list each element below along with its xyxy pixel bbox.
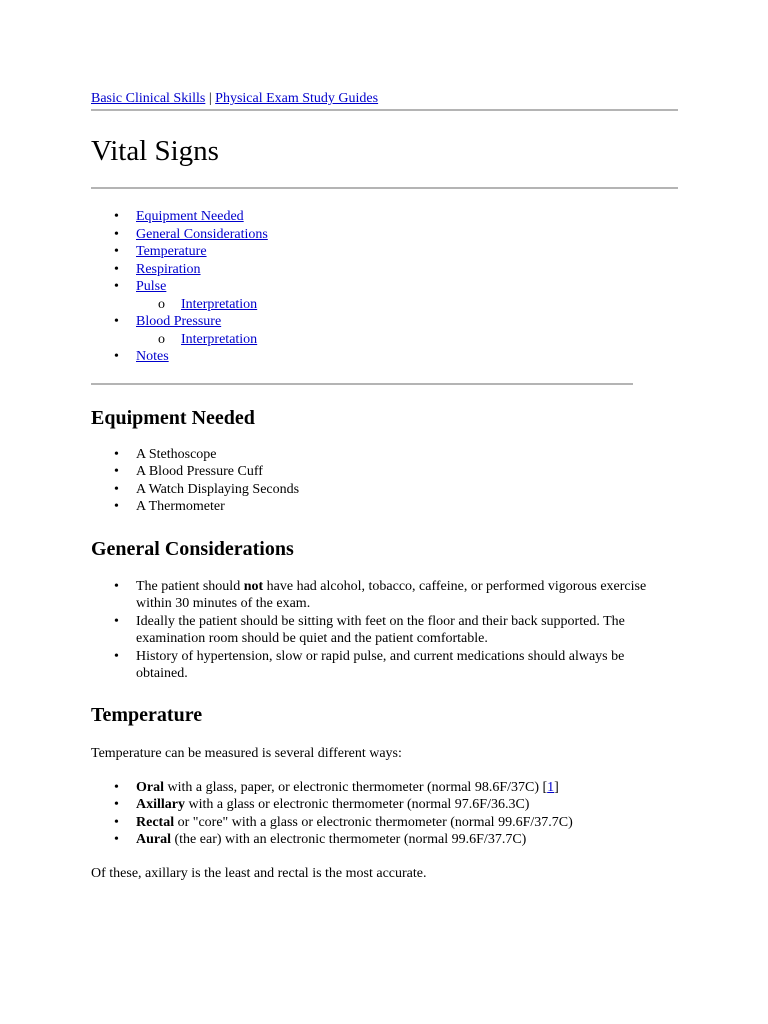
breadcrumb-physical-exam-link[interactable]: Physical Exam Study Guides (215, 91, 379, 106)
toc-divider (91, 383, 633, 385)
list-item: • Ideally the patient should be sitting with feet on the floor and their back supported. The examination room should be quiet and the patient comfortable. (114, 613, 625, 646)
toc-link-equipment[interactable]: Equipment Needed (136, 209, 244, 224)
temperature-list (91, 779, 678, 849)
bullet-icon: • (114, 279, 119, 294)
list-item: • The patient should not have had alcohol, tobacco, caffeine, or performed vigorous exercise within 30 minutes of the exam. (114, 578, 647, 611)
temperature-heading: Temperature (91, 703, 203, 726)
toc-subitem (91, 331, 678, 349)
general-heading: General Considerations (91, 537, 294, 560)
reference-link[interactable]: 1 (547, 779, 555, 795)
bullet-icon: • (114, 464, 119, 479)
list-item: • A Stethoscope (114, 446, 217, 462)
bullet-icon: • (114, 648, 119, 664)
toc-item (91, 208, 678, 226)
circle-bullet-icon: o (158, 296, 165, 312)
toc-link-pulse[interactable]: Pulse (136, 279, 167, 294)
bullet-icon: • (114, 779, 119, 795)
toc-item (91, 278, 678, 296)
toc-item (91, 313, 678, 331)
toc-item (91, 348, 678, 366)
document-body (91, 88, 678, 883)
toc-link-temperature[interactable]: Temperature (136, 244, 207, 259)
toc-subitem (91, 296, 678, 314)
toc-item (91, 261, 678, 279)
title-divider (91, 187, 678, 189)
bullet-icon: • (114, 244, 119, 259)
bullet-icon: • (114, 226, 119, 242)
toc-item (91, 226, 678, 244)
list-item: • History of hypertension, slow or rapid pulse, and current medications should always be obtained. (114, 648, 625, 681)
bullet-icon: • (114, 578, 119, 594)
list-item: • Oral with a glass, paper, or electronic thermometer (normal 98.6F/37C) [1] (114, 779, 559, 795)
bullet-icon: • (114, 209, 119, 224)
bullet-icon: • (114, 613, 119, 629)
table-of-contents (91, 208, 678, 366)
toc-link-blood-pressure[interactable]: Blood Pressure (136, 314, 222, 329)
list-item: • A Blood Pressure Cuff (114, 464, 263, 479)
bullet-icon: • (114, 261, 119, 277)
temperature-outro: Of these, axillary is the least and rectal is the most accurate. (91, 865, 427, 881)
toc-link-general[interactable]: General Considerations (136, 226, 268, 242)
list-item: • A Thermometer (114, 499, 225, 514)
bullet-icon: • (114, 314, 119, 329)
equipment-list (91, 446, 678, 516)
breadcrumb-separator: | (205, 91, 216, 106)
toc-item (91, 243, 678, 261)
temperature-intro: Temperature can be measured is several different ways: (91, 745, 402, 761)
circle-bullet-icon: o (158, 331, 165, 347)
list-item: • A Watch Displaying Seconds (114, 481, 300, 497)
bullet-icon: • (114, 814, 119, 830)
list-item: • Axillary with a glass or electronic thermometer (normal 97.6F/36.3C) (114, 797, 530, 812)
toc-link-respiration[interactable]: Respiration (136, 261, 201, 277)
bullet-icon: • (114, 481, 119, 497)
general-list (91, 578, 678, 683)
list-item: • Aural (the ear) with an electronic thermometer (normal 99.6F/37.7C) (114, 832, 527, 847)
toc-link-pulse-interpretation[interactable]: Interpretation (181, 296, 258, 312)
breadcrumb-basic-clinical-skills-link[interactable]: Basic Clinical Skills (91, 91, 206, 106)
toc-link-bp-interpretation[interactable]: Interpretation (181, 331, 258, 347)
equipment-heading: Equipment Needed (91, 406, 255, 429)
bullet-icon: • (114, 349, 119, 364)
bullet-icon: • (114, 499, 119, 514)
breadcrumb (91, 88, 678, 110)
bullet-icon: • (114, 797, 119, 812)
bullet-icon: • (114, 832, 119, 847)
page-title: Vital Signs (91, 135, 219, 167)
toc-link-notes[interactable]: Notes (136, 349, 169, 364)
list-item: • Rectal or "core" with a glass or electronic thermometer (normal 99.6F/37.7C) (114, 814, 573, 830)
bullet-icon: • (114, 446, 119, 462)
